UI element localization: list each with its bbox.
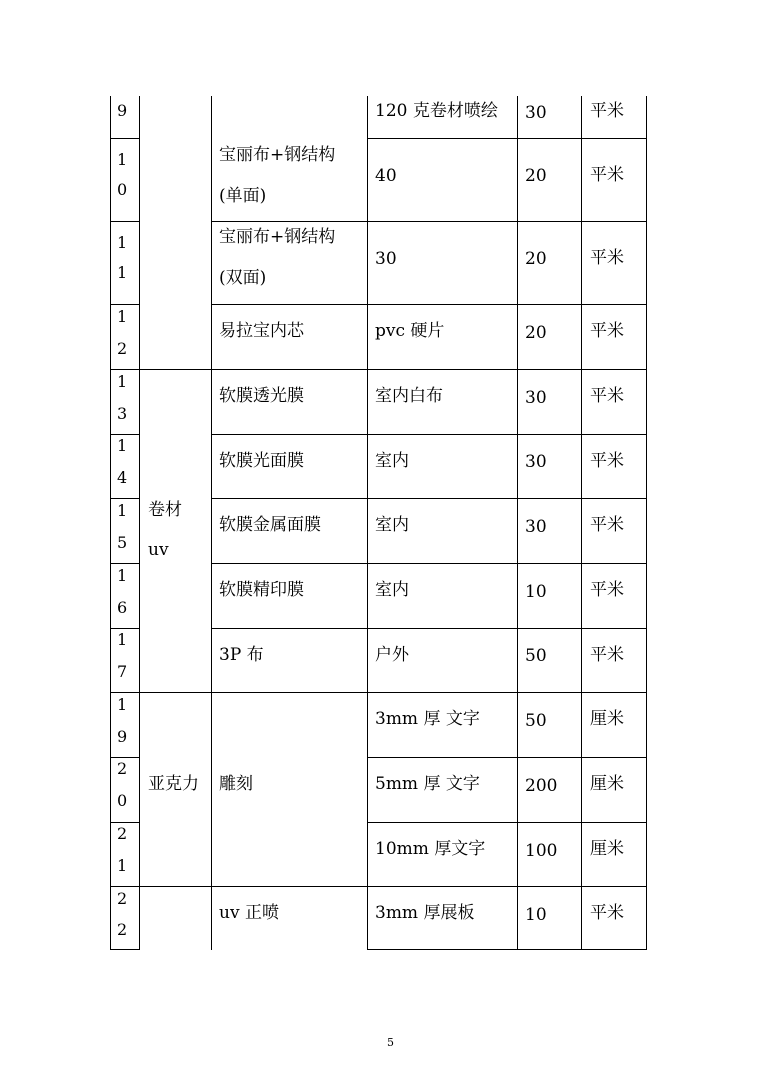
row-number: 1 bbox=[117, 630, 128, 649]
row-number: 1 bbox=[117, 372, 128, 391]
material-cell: (单面) bbox=[219, 186, 267, 206]
category-acrylic: 亚克力 bbox=[148, 774, 199, 794]
row-line bbox=[211, 498, 647, 499]
row-line bbox=[367, 822, 647, 823]
material-cell: 3P 布 bbox=[219, 645, 264, 665]
price-cell: 30 bbox=[525, 103, 547, 123]
spec-cell: 40 bbox=[375, 166, 397, 186]
row-line bbox=[110, 563, 140, 564]
row-number: 3 bbox=[117, 404, 128, 423]
row-number: 5 bbox=[117, 533, 128, 552]
spec-cell: pvc 硬片 bbox=[375, 321, 445, 341]
material-cell: 软膜光面膜 bbox=[219, 451, 304, 471]
price-cell: 20 bbox=[525, 166, 547, 186]
row-line bbox=[367, 757, 647, 758]
unit-cell: 平米 bbox=[590, 451, 624, 471]
price-cell: 10 bbox=[525, 905, 547, 925]
row-number: 4 bbox=[117, 468, 128, 487]
material-cell: 宝丽布+钢结构 bbox=[219, 145, 336, 165]
price-cell: 50 bbox=[525, 646, 547, 666]
spec-cell: 室内 bbox=[375, 515, 409, 535]
price-cell: 30 bbox=[525, 388, 547, 408]
row-line bbox=[367, 138, 647, 139]
price-cell: 100 bbox=[525, 841, 558, 861]
unit-cell: 厘米 bbox=[590, 839, 624, 859]
row-number: 1 bbox=[117, 263, 128, 282]
spec-cell: 5mm 厚 文字 bbox=[375, 774, 480, 794]
row-number: 9 bbox=[117, 101, 128, 120]
price-cell: 20 bbox=[525, 249, 547, 269]
spec-cell: 10mm 厚文字 bbox=[375, 839, 486, 859]
row-line bbox=[110, 628, 140, 629]
row-number: 1 bbox=[117, 436, 128, 455]
row-number: 0 bbox=[117, 180, 128, 199]
row-line bbox=[211, 434, 647, 435]
row-line bbox=[110, 498, 140, 499]
unit-cell: 平米 bbox=[590, 903, 624, 923]
row-number: 2 bbox=[117, 889, 128, 908]
row-line bbox=[110, 692, 647, 693]
row-number: 1 bbox=[117, 501, 128, 520]
price-cell: 20 bbox=[525, 323, 547, 343]
spec-cell: 30 bbox=[375, 249, 397, 269]
category-roll-uv-sub: uv bbox=[148, 540, 169, 560]
unit-cell: 厘米 bbox=[590, 709, 624, 729]
row-line bbox=[211, 628, 647, 629]
row-number: 1 bbox=[117, 233, 128, 252]
row-line bbox=[110, 434, 140, 435]
row-number: 1 bbox=[117, 150, 128, 169]
row-number: 2 bbox=[117, 824, 128, 843]
unit-cell: 平米 bbox=[590, 645, 624, 665]
row-line bbox=[110, 221, 140, 222]
price-cell: 50 bbox=[525, 711, 547, 731]
row-line bbox=[110, 822, 140, 823]
material-cell: 软膜精印膜 bbox=[219, 580, 304, 600]
row-number: 2 bbox=[117, 759, 128, 778]
material-engrave: 雕刻 bbox=[219, 774, 253, 794]
row-number: 2 bbox=[117, 920, 128, 939]
unit-cell: 平米 bbox=[590, 165, 624, 185]
spec-cell: 3mm 厚展板 bbox=[375, 903, 475, 923]
row-number: 1 bbox=[117, 856, 128, 875]
row-number: 1 bbox=[117, 695, 128, 714]
material-cell: 软膜透光膜 bbox=[219, 386, 304, 406]
price-cell: 30 bbox=[525, 452, 547, 472]
row-line bbox=[110, 304, 140, 305]
material-cell: 易拉宝内芯 bbox=[219, 321, 304, 341]
unit-cell: 平米 bbox=[590, 580, 624, 600]
unit-cell: 平米 bbox=[590, 321, 624, 341]
unit-cell: 平米 bbox=[590, 515, 624, 535]
row-line bbox=[110, 886, 647, 887]
table-border-bottom bbox=[110, 949, 140, 950]
spec-cell: 户外 bbox=[375, 645, 409, 665]
row-line bbox=[110, 138, 140, 139]
row-number: 2 bbox=[117, 339, 128, 358]
spec-cell: 室内白布 bbox=[375, 386, 443, 406]
page-number: 5 bbox=[387, 1036, 394, 1049]
spec-cell: 120 克卷材喷绘 bbox=[375, 101, 498, 121]
row-line bbox=[110, 369, 647, 370]
price-cell: 200 bbox=[525, 776, 558, 796]
row-number: 1 bbox=[117, 566, 128, 585]
spec-cell: 室内 bbox=[375, 580, 409, 600]
material-cell: 宝丽布+钢结构 bbox=[219, 227, 336, 247]
spec-cell: 3mm 厚 文字 bbox=[375, 709, 480, 729]
row-line bbox=[211, 221, 647, 222]
table-border-bottom bbox=[367, 949, 647, 950]
category-roll-uv: 卷材 bbox=[148, 500, 182, 520]
row-line bbox=[211, 563, 647, 564]
material-cell: uv 正喷 bbox=[219, 903, 279, 923]
row-number: 6 bbox=[117, 598, 128, 617]
unit-cell: 厘米 bbox=[590, 774, 624, 794]
row-line bbox=[110, 757, 140, 758]
unit-cell: 平米 bbox=[590, 248, 624, 268]
col-divider-category bbox=[211, 96, 212, 950]
row-number: 1 bbox=[117, 307, 128, 326]
row-line bbox=[211, 304, 647, 305]
material-cell: (双面) bbox=[219, 268, 267, 288]
unit-cell: 平米 bbox=[590, 101, 624, 121]
price-cell: 30 bbox=[525, 517, 547, 537]
material-cell: 软膜金属面膜 bbox=[219, 515, 321, 535]
price-cell: 10 bbox=[525, 582, 547, 602]
spec-cell: 室内 bbox=[375, 451, 409, 471]
unit-cell: 平米 bbox=[590, 386, 624, 406]
row-number: 9 bbox=[117, 727, 128, 746]
row-number: 0 bbox=[117, 791, 128, 810]
row-number: 7 bbox=[117, 662, 128, 681]
